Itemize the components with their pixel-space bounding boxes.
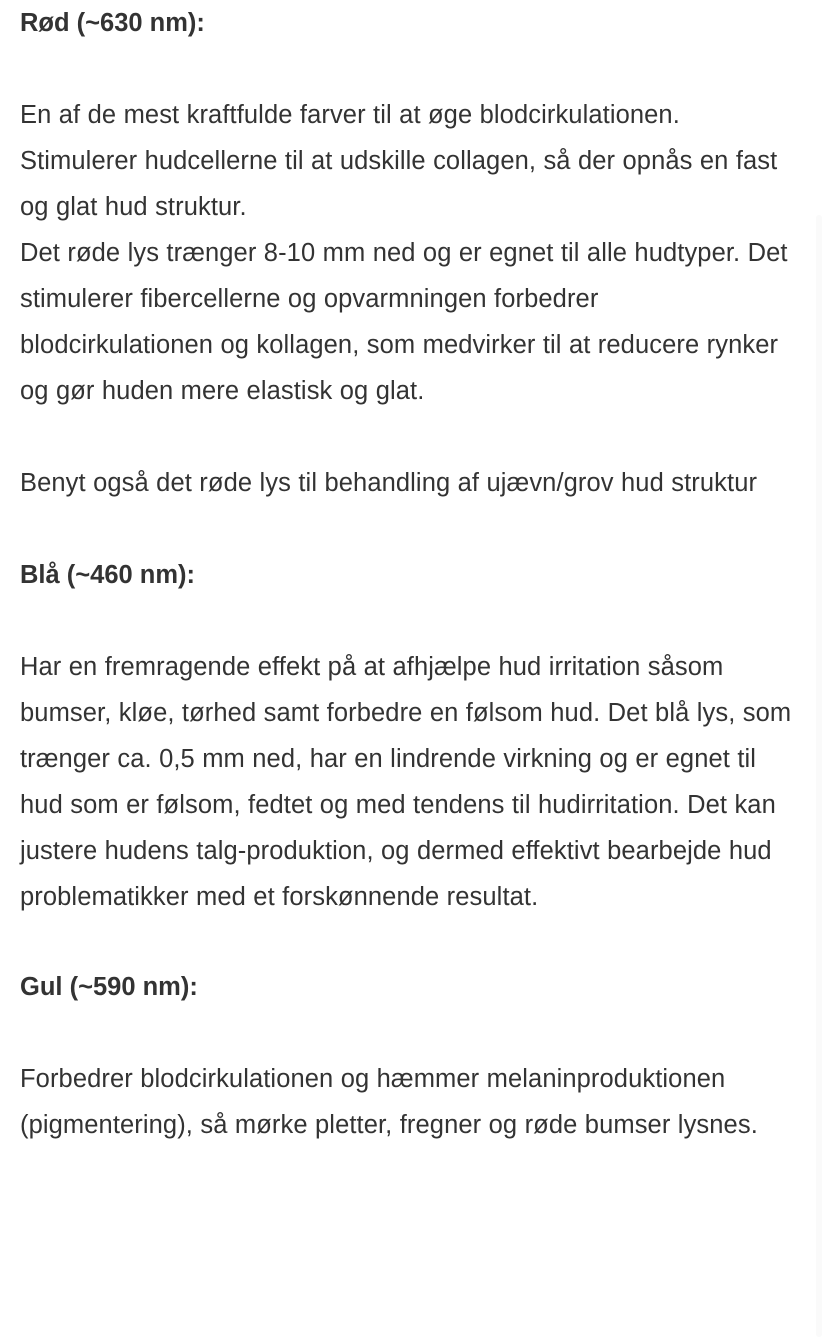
section-red-paragraph-1: En af de mest kraftfulde farver til at øge blodcirkulationen. Stimulerer hudcellerne til at udskille collagen, så der opnås en fast og glat hud struktur.: [20, 101, 778, 221]
section-heading-yellow: Gul (~590 nm):: [20, 973, 198, 1001]
spacer: [20, 414, 794, 460]
spacer: [20, 46, 794, 92]
scrollbar-track[interactable]: [816, 215, 822, 1337]
spacer: [20, 598, 794, 644]
section-red-paragraph-3: Benyt også det røde lys til behandling af ujævn/grov hud struktur: [20, 469, 758, 497]
spacer: [20, 506, 794, 552]
section-yellow-paragraph-1: Forbedrer blodcirkulationen og hæmmer melaninproduktionen (pigmentering), så mørke pletter, fregner og røde bumser lysnes.: [20, 1065, 758, 1139]
section-blue-paragraph-1: Har en fremragende effekt på at afhjælpe hud irritation såsom bumser, kløe, tørhed samt forbedre en følsom hud. Det blå lys, som trænger ca. 0,5 mm ned, har en lindrende virkning og er egnet til hud som er følsom, fedtet og med tendens til hudirritation. Det kan justere hudens talg-produktion, og dermed effektivt bearbejde hud problematikker med et forskønnende resultat.: [20, 653, 792, 911]
section-heading-red: Rød (~630 nm):: [20, 9, 205, 37]
spacer: [20, 1010, 794, 1056]
section-red-paragraph-2: Det røde lys trænger 8-10 mm ned og er egnet til alle hudtyper. Det stimulerer fibercellerne og opvarmningen forbedrer blodcirkulationen og kollagen, som medvirker til at reducere rynker og gør huden mere elastisk og glat.: [20, 239, 788, 405]
section-heading-blue: Blå (~460 nm):: [20, 561, 196, 589]
spacer: [20, 920, 794, 964]
